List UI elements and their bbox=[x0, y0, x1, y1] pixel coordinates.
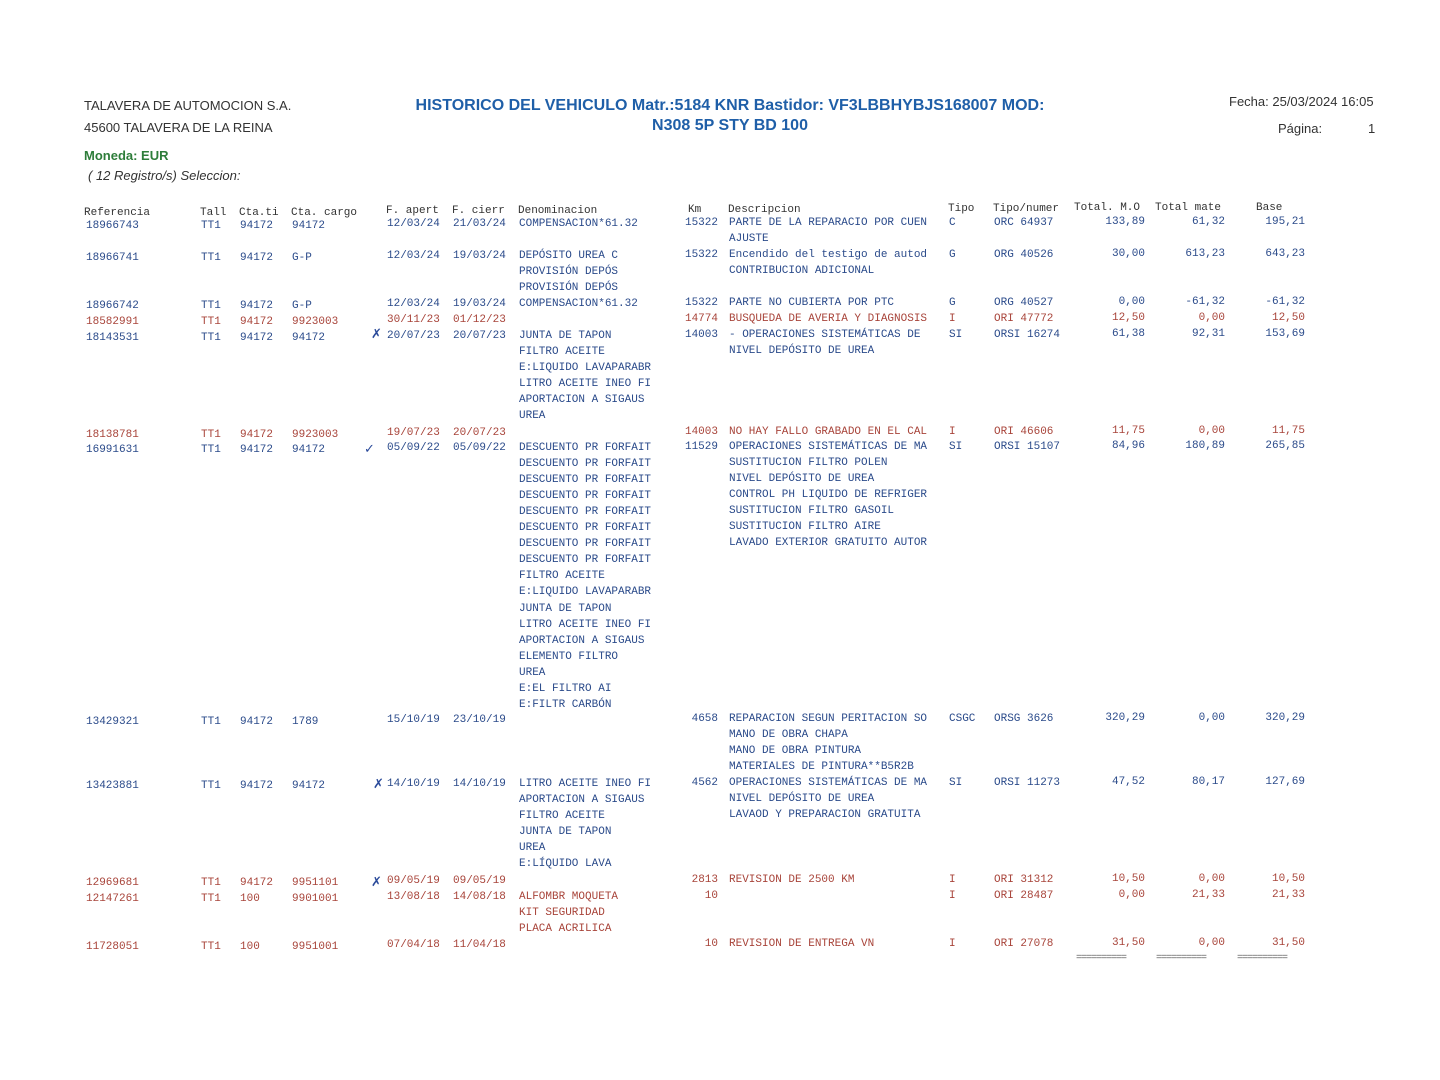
row-cta-cargo: 94172 bbox=[292, 332, 326, 344]
row-tipo: G bbox=[949, 249, 956, 261]
row-tipo: I bbox=[949, 938, 956, 950]
row-km: 15322 bbox=[684, 297, 718, 309]
row-base: 643,23 bbox=[1265, 248, 1305, 260]
row-total-mo: 133,89 bbox=[1105, 216, 1145, 228]
row-descripcion-line: REVISION DE ENTREGA VN bbox=[729, 938, 875, 950]
row-referencia: 18582991 bbox=[86, 316, 139, 328]
company-name: TALAVERA DE AUTOMOCION S.A. bbox=[84, 98, 292, 113]
row-f-cierr: 01/12/23 bbox=[453, 314, 506, 326]
row-f-cierr: 20/07/23 bbox=[453, 330, 506, 342]
currency-label: Moneda: EUR bbox=[84, 148, 169, 163]
row-f-apert: 20/07/23 bbox=[387, 330, 440, 342]
row-total-mo: 61,38 bbox=[1111, 328, 1145, 340]
row-km: 14003 bbox=[684, 329, 718, 341]
row-descripcion-line: LAVADO EXTERIOR GRATUITO AUTOR bbox=[729, 537, 928, 550]
row-denominacion-line: E:LIQUIDO LAVAPARABR bbox=[519, 362, 652, 375]
row-tipo-numer: ORSI 16274 bbox=[994, 329, 1061, 341]
row-tall: TT1 bbox=[201, 300, 221, 312]
row-descripcion-line: BUSQUEDA DE AVERIA Y DIAGNOSIS bbox=[729, 313, 928, 325]
total-separator-mo: ========== bbox=[1076, 953, 1127, 964]
row-denominacion-line: KIT SEGURIDAD bbox=[519, 907, 605, 920]
row-denominacion-line: APORTACION A SIGAUS bbox=[519, 394, 645, 407]
row-cta-cargo: G-P bbox=[292, 252, 312, 264]
row-denominacion-line: JUNTA DE TAPON bbox=[519, 602, 612, 615]
row-cta-ti: 94172 bbox=[240, 444, 274, 456]
row-descripcion-line: NIVEL DEPÓSITO DE UREA bbox=[729, 473, 875, 486]
col-cta-cargo: Cta. cargo bbox=[291, 207, 358, 219]
row-cta-cargo: 9923003 bbox=[292, 316, 339, 328]
row-f-cierr: 21/03/24 bbox=[453, 218, 506, 230]
row-km: 15322 bbox=[684, 249, 718, 261]
row-km: 10 bbox=[704, 938, 718, 950]
row-total-mate: 0,00 bbox=[1198, 937, 1225, 949]
row-tipo: I bbox=[949, 426, 956, 438]
row-descripcion-line: MATERIALES DE PINTURA**B5R2B bbox=[729, 761, 914, 774]
row-denominacion-line: DESCUENTO PR FORFAIT bbox=[519, 554, 652, 567]
row-denominacion-line: ELEMENTO FILTRO bbox=[519, 650, 619, 663]
row-f-apert: 09/05/19 bbox=[387, 875, 440, 887]
page-label: Página: bbox=[1278, 121, 1323, 136]
row-denominacion-line: UREA bbox=[519, 410, 546, 423]
row-denominacion-line: DESCUENTO PR FORFAIT bbox=[519, 490, 652, 503]
row-tipo: SI bbox=[949, 777, 963, 789]
row-cta-cargo: 9901001 bbox=[292, 893, 339, 905]
row-denominacion-line: LITRO ACEITE INEO FI bbox=[519, 778, 652, 790]
row-descripcion-line: PARTE DE LA REPARACIO POR CUEN bbox=[729, 217, 928, 229]
row-tipo-numer: ORSG 3626 bbox=[994, 713, 1054, 725]
row-cta-cargo: 94172 bbox=[292, 220, 326, 232]
row-referencia: 11728051 bbox=[86, 941, 139, 953]
row-tipo-numer: ORI 47772 bbox=[994, 313, 1054, 325]
row-denominacion-line: FILTRO ACEITE bbox=[519, 346, 605, 359]
row-total-mate: 0,00 bbox=[1198, 425, 1225, 437]
row-denominacion-line: DESCUENTO PR FORFAIT bbox=[519, 442, 652, 454]
row-tipo-numer: ORG 40526 bbox=[994, 249, 1054, 261]
row-base: 195,21 bbox=[1265, 216, 1305, 228]
row-f-apert: 07/04/18 bbox=[387, 939, 440, 951]
row-denominacion-line: UREA bbox=[519, 842, 546, 855]
row-total-mo: 84,96 bbox=[1111, 440, 1145, 452]
row-tall: TT1 bbox=[201, 252, 221, 264]
row-tall: TT1 bbox=[201, 332, 221, 344]
row-km: 4562 bbox=[691, 777, 718, 789]
row-total-mate: 180,89 bbox=[1185, 440, 1225, 452]
row-descripcion-line: SUSTITUCION FILTRO GASOIL bbox=[729, 505, 895, 518]
row-f-cierr: 14/08/18 bbox=[453, 891, 506, 903]
row-km: 14774 bbox=[684, 313, 718, 325]
row-cta-ti: 94172 bbox=[240, 877, 274, 889]
row-base: 31,50 bbox=[1271, 937, 1305, 949]
row-cta-cargo: 9951001 bbox=[292, 941, 339, 953]
row-total-mo: 0,00 bbox=[1118, 296, 1145, 308]
row-denominacion-line: DESCUENTO PR FORFAIT bbox=[519, 458, 652, 471]
row-denominacion-line: UREA bbox=[519, 666, 546, 679]
row-cta-ti: 94172 bbox=[240, 716, 274, 728]
row-denominacion-line: FILTRO ACEITE bbox=[519, 810, 605, 823]
handwritten-check-icon: ✗ bbox=[371, 874, 382, 889]
row-f-apert: 30/11/23 bbox=[387, 314, 440, 326]
row-total-mate: 80,17 bbox=[1191, 776, 1225, 788]
row-total-mo: 30,00 bbox=[1111, 248, 1145, 260]
row-f-apert: 14/10/19 bbox=[387, 778, 440, 790]
col-cta-ti: Cta.ti bbox=[239, 207, 279, 219]
row-km: 15322 bbox=[684, 217, 718, 229]
row-total-mo: 47,52 bbox=[1111, 776, 1145, 788]
col-tipo-numer: Tipo/numer bbox=[993, 203, 1060, 215]
row-descripcion-line: NO HAY FALLO GRABADO EN EL CAL bbox=[729, 426, 928, 438]
row-tall: TT1 bbox=[201, 780, 221, 792]
row-denominacion-line: APORTACION A SIGAUS bbox=[519, 794, 645, 807]
row-descripcion-line: Encendido del testigo de autod bbox=[729, 249, 928, 261]
row-km: 14003 bbox=[684, 426, 718, 438]
row-f-apert: 05/09/22 bbox=[387, 442, 440, 454]
row-cta-ti: 100 bbox=[240, 941, 260, 953]
row-f-apert: 19/07/23 bbox=[387, 427, 440, 439]
row-denominacion-line: PROVISIÓN DEPÓS bbox=[519, 266, 619, 279]
row-descripcion-line: MANO DE OBRA PINTURA bbox=[729, 745, 862, 758]
col-f-apert: F. apert bbox=[386, 205, 439, 217]
row-cta-ti: 94172 bbox=[240, 252, 274, 264]
row-tipo: I bbox=[949, 890, 956, 902]
row-f-cierr: 11/04/18 bbox=[453, 939, 506, 951]
company-address: 45600 TALAVERA DE LA REINA bbox=[84, 120, 273, 135]
row-f-cierr: 19/03/24 bbox=[453, 298, 506, 310]
row-f-apert: 13/08/18 bbox=[387, 891, 440, 903]
row-descripcion-line: LAVAOD Y PREPARACION GRATUITA bbox=[729, 809, 921, 822]
row-descripcion-line: SUSTITUCION FILTRO AIRE bbox=[729, 521, 881, 534]
row-total-mate: 0,00 bbox=[1198, 873, 1225, 885]
row-total-mo: 0,00 bbox=[1118, 889, 1145, 901]
row-cta-ti: 94172 bbox=[240, 316, 274, 328]
row-f-apert: 12/03/24 bbox=[387, 218, 440, 230]
row-f-cierr: 23/10/19 bbox=[453, 714, 506, 726]
row-tipo: I bbox=[949, 313, 956, 325]
row-tipo-numer: ORI 27078 bbox=[994, 938, 1054, 950]
total-separator-mate: ========== bbox=[1156, 953, 1207, 964]
col-denominacion: Denominacion bbox=[518, 205, 598, 217]
row-tall: TT1 bbox=[201, 716, 221, 728]
row-descripcion-line: PARTE NO CUBIERTA POR PTC bbox=[729, 297, 895, 309]
row-cta-cargo: 1789 bbox=[292, 716, 319, 728]
row-tall: TT1 bbox=[201, 220, 221, 232]
row-f-cierr: 20/07/23 bbox=[453, 427, 506, 439]
col-km: Km bbox=[688, 204, 702, 216]
row-descripcion-line: SUSTITUCION FILTRO POLEN bbox=[729, 457, 888, 470]
row-denominacion-line: FILTRO ACEITE bbox=[519, 570, 605, 583]
row-referencia: 18966743 bbox=[86, 220, 139, 232]
row-denominacion-line: PLACA ACRILICA bbox=[519, 923, 612, 936]
row-cta-cargo: 94172 bbox=[292, 780, 326, 792]
row-referencia: 18138781 bbox=[86, 429, 139, 441]
row-base: 127,69 bbox=[1265, 776, 1305, 788]
col-total-mo: Total. M.O bbox=[1074, 202, 1141, 214]
row-tipo-numer: ORI 28487 bbox=[994, 890, 1054, 902]
row-referencia: 12147261 bbox=[86, 893, 139, 905]
row-denominacion-line: PROVISIÓN DEPÓS bbox=[519, 282, 619, 295]
row-total-mate: 0,00 bbox=[1198, 312, 1225, 324]
row-descripcion-line: NIVEL DEPÓSITO DE UREA bbox=[729, 345, 875, 358]
row-base: 320,29 bbox=[1265, 712, 1305, 724]
row-referencia: 12969681 bbox=[86, 877, 139, 889]
row-total-mo: 11,75 bbox=[1111, 425, 1145, 437]
print-date: Fecha: 25/03/2024 16:05 bbox=[1229, 94, 1374, 109]
row-cta-ti: 94172 bbox=[240, 429, 274, 441]
col-base: Base bbox=[1256, 202, 1283, 214]
row-descripcion-line: MANO DE OBRA CHAPA bbox=[729, 729, 848, 742]
row-total-mo: 320,29 bbox=[1105, 712, 1145, 724]
row-cta-cargo: 9923003 bbox=[292, 429, 339, 441]
row-denominacion-line: LITRO ACEITE INEO FI bbox=[519, 618, 652, 631]
row-tall: TT1 bbox=[201, 877, 221, 889]
row-base: 12,50 bbox=[1271, 312, 1305, 324]
row-f-apert: 15/10/19 bbox=[387, 714, 440, 726]
row-cta-cargo: G-P bbox=[292, 300, 312, 312]
row-tipo-numer: ORI 46606 bbox=[994, 426, 1054, 438]
row-cta-ti: 94172 bbox=[240, 332, 274, 344]
row-tall: TT1 bbox=[201, 444, 221, 456]
row-total-mo: 12,50 bbox=[1111, 312, 1145, 324]
row-f-cierr: 09/05/19 bbox=[453, 875, 506, 887]
row-tipo-numer: ORSI 15107 bbox=[994, 441, 1061, 453]
row-referencia: 16991631 bbox=[86, 444, 139, 456]
row-tipo-numer: ORI 31312 bbox=[994, 874, 1054, 886]
row-f-cierr: 14/10/19 bbox=[453, 778, 506, 790]
row-tipo: SI bbox=[949, 441, 963, 453]
row-denominacion-line: JUNTA DE TAPON bbox=[519, 330, 612, 342]
row-cta-ti: 94172 bbox=[240, 780, 274, 792]
handwritten-check-icon: ✗ bbox=[371, 326, 382, 341]
row-referencia: 18966742 bbox=[86, 300, 139, 312]
row-base: 21,33 bbox=[1271, 889, 1305, 901]
row-tipo: SI bbox=[949, 329, 963, 341]
row-total-mate: -61,32 bbox=[1185, 296, 1225, 308]
row-base: 153,69 bbox=[1265, 328, 1305, 340]
row-denominacion-line: ALFOMBR MOQUETA bbox=[519, 891, 619, 903]
row-descripcion-line: OPERACIONES SISTEMÁTICAS DE MA bbox=[729, 441, 928, 453]
row-denominacion-line: DESCUENTO PR FORFAIT bbox=[519, 522, 652, 535]
col-tipo: Tipo bbox=[948, 203, 975, 215]
row-descripcion-line: CONTROL PH LIQUIDO DE REFRIGER bbox=[729, 489, 928, 502]
col-f-cierr: F. cierr bbox=[452, 205, 505, 217]
row-tall: TT1 bbox=[201, 893, 221, 905]
row-total-mo: 10,50 bbox=[1111, 873, 1145, 885]
row-denominacion-line: JUNTA DE TAPON bbox=[519, 826, 612, 839]
row-denominacion-line: DESCUENTO PR FORFAIT bbox=[519, 474, 652, 487]
row-f-cierr: 19/03/24 bbox=[453, 250, 506, 262]
row-tipo-numer: ORC 64937 bbox=[994, 217, 1054, 229]
row-denominacion-line: COMPENSACION*61.32 bbox=[519, 298, 638, 310]
row-total-mo: 31,50 bbox=[1111, 937, 1145, 949]
row-referencia: 18966741 bbox=[86, 252, 139, 264]
row-referencia: 18143531 bbox=[86, 332, 139, 344]
row-base: -61,32 bbox=[1265, 296, 1305, 308]
row-tipo-numer: ORG 40527 bbox=[994, 297, 1054, 309]
row-referencia: 13423881 bbox=[86, 780, 139, 792]
col-referencia: Referencia bbox=[84, 207, 151, 219]
row-cta-cargo: 9951101 bbox=[292, 877, 339, 889]
row-f-cierr: 05/09/22 bbox=[453, 442, 506, 454]
row-denominacion-line: E:FILTR CARBÓN bbox=[519, 698, 612, 711]
row-tipo: CSGC bbox=[949, 713, 976, 725]
total-separator-base: ========== bbox=[1237, 953, 1288, 964]
row-km: 2813 bbox=[691, 874, 718, 886]
selection-summary: ( 12 Registro/s) Seleccion: bbox=[88, 168, 241, 183]
row-referencia: 13429321 bbox=[86, 716, 139, 728]
row-km: 11529 bbox=[684, 441, 718, 453]
row-denominacion-line: COMPENSACION*61.32 bbox=[519, 218, 638, 230]
row-descripcion-line: - OPERACIONES SISTEMÁTICAS DE bbox=[729, 329, 921, 341]
row-tall: TT1 bbox=[201, 941, 221, 953]
page-number: 1 bbox=[1368, 121, 1376, 136]
row-denominacion-line: DESCUENTO PR FORFAIT bbox=[519, 538, 652, 551]
row-base: 265,85 bbox=[1265, 440, 1305, 452]
col-descripcion: Descripcion bbox=[728, 204, 801, 216]
row-denominacion-line: E:LIQUIDO LAVAPARABR bbox=[519, 586, 652, 599]
handwritten-check-icon: ✓ bbox=[364, 441, 375, 456]
row-tipo-numer: ORSI 11273 bbox=[994, 777, 1061, 789]
document-title bbox=[380, 96, 1080, 136]
row-descripcion-line: AJUSTE bbox=[729, 233, 769, 246]
col-tall: Tall bbox=[200, 207, 227, 219]
col-total-mate: Total mate bbox=[1155, 202, 1222, 214]
row-cta-cargo: 94172 bbox=[292, 444, 326, 456]
row-denominacion-line: E:EL FILTRO AI bbox=[519, 682, 612, 695]
row-cta-ti: 94172 bbox=[240, 220, 274, 232]
row-f-apert: 12/03/24 bbox=[387, 298, 440, 310]
row-descripcion-line: REPARACION SEGUN PERITACION SO bbox=[729, 713, 928, 725]
row-total-mate: 0,00 bbox=[1198, 712, 1225, 724]
row-descripcion-line: REVISION DE 2500 KM bbox=[729, 874, 855, 886]
title-line-2: N308 5P STY BD 100 bbox=[652, 117, 808, 134]
row-denominacion-line: LITRO ACEITE INEO FI bbox=[519, 378, 652, 391]
row-descripcion-line: CONTRIBUCION ADICIONAL bbox=[729, 265, 875, 278]
row-descripcion-line: OPERACIONES SISTEMÁTICAS DE MA bbox=[729, 777, 928, 789]
row-denominacion-line: E:LÍQUIDO LAVA bbox=[519, 858, 612, 871]
row-total-mate: 613,23 bbox=[1185, 248, 1225, 260]
handwritten-check-icon: ✗ bbox=[373, 776, 384, 791]
row-km: 10 bbox=[704, 890, 718, 902]
row-tall: TT1 bbox=[201, 429, 221, 441]
row-total-mate: 21,33 bbox=[1191, 889, 1225, 901]
row-total-mate: 61,32 bbox=[1191, 216, 1225, 228]
row-tipo: I bbox=[949, 874, 956, 886]
row-km: 4658 bbox=[691, 713, 718, 725]
row-cta-ti: 94172 bbox=[240, 300, 274, 312]
title-line-1: HISTORICO DEL VEHICULO Matr.:5184 KNR Bastidor: VF3LBBHYBJS168007 MOD: bbox=[415, 97, 1045, 114]
row-descripcion-line: NIVEL DEPÓSITO DE UREA bbox=[729, 793, 875, 806]
row-total-mate: 92,31 bbox=[1191, 328, 1225, 340]
row-base: 10,50 bbox=[1271, 873, 1305, 885]
row-denominacion-line: APORTACION A SIGAUS bbox=[519, 634, 645, 647]
row-f-apert: 12/03/24 bbox=[387, 250, 440, 262]
row-tipo: C bbox=[949, 217, 956, 229]
row-denominacion-line: DESCUENTO PR FORFAIT bbox=[519, 506, 652, 519]
row-tall: TT1 bbox=[201, 316, 221, 328]
row-denominacion-line: DEPÓSITO UREA C bbox=[519, 250, 619, 262]
row-tipo: G bbox=[949, 297, 956, 309]
row-base: 11,75 bbox=[1271, 425, 1305, 437]
row-cta-ti: 100 bbox=[240, 893, 260, 905]
